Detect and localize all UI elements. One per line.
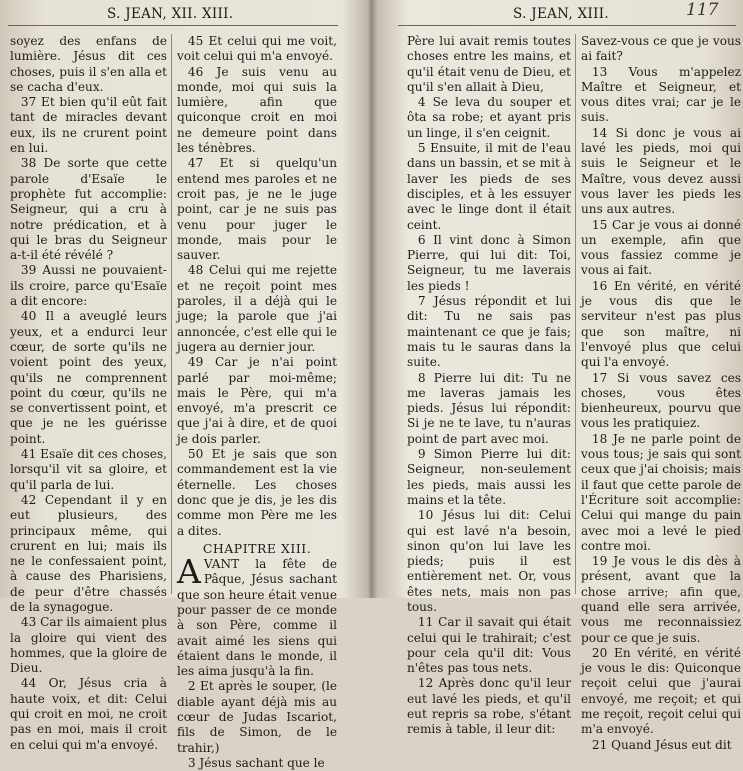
- page-number: 117: [686, 0, 719, 20]
- verse-text: 17 Si vous savez ces choses, vous êtes bienheureux, pourvu que vous les pratiquiez.: [581, 370, 741, 431]
- chapter-heading: CHAPITRE XIII.: [202, 540, 312, 556]
- verse-text: 48 Celui qui me rejette et ne reçoit point mes paroles, il a déjà qui le juge; la parole que j'ai annoncée, c'est elle qui le jugera au dernier jour.: [177, 263, 337, 354]
- verse-text: 14 Si donc je vous ai lavé les pieds, moi qui suis le Seigneur et le Maître, vous devez aussi vous laver les pieds les uns aux autres.: [581, 125, 741, 217]
- verse-text: 50 Et je sais que son commandement est la vie éternelle. Les choses donc que je dis, je les dis comme mon Père me les a dites.: [177, 447, 337, 538]
- column-divider: [171, 34, 172, 594]
- verse-text: 6 Il vint donc à Simon Pierre, qui lui dit: Toi, Seigneur, tu me laverais les pieds !: [407, 232, 571, 293]
- verse-text: 37 Et bien qu'il eût fait tant de miracles devant eux, ils ne crurent point en lui.: [10, 95, 167, 156]
- verse-text: 20 En vérité, en vérité je vous le dis: Quiconque reçoit celui que j'aurai envoyé, me reçoit; et qui me reçoit, reçoit celui qui m'a envoyé.: [581, 645, 741, 737]
- verse-text: 12 Après donc qu'il leur eut lavé les pieds, et qu'il eut repris sa robe, s'étant remis à table, il leur dit:: [407, 676, 571, 737]
- verse-text: 40 Il a aveuglé leurs yeux, et a endurci leur cœur, de sorte qu'ils ne voient point des yeux, qu'ils ne comprennent point du cœur, qu'ils ne se convertissent point, et que je ne les guérisse point.: [10, 309, 167, 446]
- verse-text: Père lui avait remis toutes choses entre les mains, et qu'il était venu de Dieu, et qu'il s'en allait à Dieu,: [407, 34, 571, 94]
- verse-text: 5 Ensuite, il mit de l'eau dans un bassin, et se mit à laver les pieds de ses disciples, et à les essuyer avec le linge dont il était ceint.: [407, 141, 571, 232]
- verse-text: VANT la fête de Pâque, Jésus sachant que son heure était venue pour passer de ce monde à son Père, comme il avait aimé les siens qui étaient dans le monde, il les aima jusqu'à la fin.: [177, 557, 337, 679]
- column-divider: [575, 34, 576, 594]
- verse-text: 10 Jésus lui dit: Celui qui est lavé n'a besoin, sinon qu'on lui lave les pieds; puis il est entièrement net. Or, vous êtes nets, mais non pas tous.: [407, 508, 571, 614]
- drop-cap: A: [177, 552, 201, 592]
- verse-text: 15 Car je vous ai donné un exemple, afin que vous fassiez comme je vous ai fait.: [581, 217, 741, 278]
- verse-text: 11 Car il savait qui était celui qui le trahirait; c'est pour cela qu'il dit: Vous n'êtes pas tous nets.: [407, 615, 571, 676]
- verse-text: 8 Pierre lui dit: Tu ne me laveras jamais les pieds. Jésus lui répondit: Si je ne te lave, tu n'auras point de part avec moi.: [407, 370, 571, 446]
- verse-text: 3 Jésus sachant que le: [187, 755, 325, 770]
- verse-text: 41 Esaïe dit ces choses, lorsqu'il vit sa gloire, et qu'il parla de lui.: [10, 447, 167, 492]
- verse-text: 4 Se leva du souper et ôta sa robe; et ayant pris un linge, il s'en ceignit.: [407, 95, 571, 140]
- verse-text: 43 Car ils aimaient plus la gloire qui vient des hommes, que la gloire de Dieu.: [10, 615, 167, 676]
- verse-text: soyez des enfans de lumière. Jésus dit ces choses, puis il s'en alla et se cacha d'eux.: [10, 34, 167, 94]
- verse-text: 47 Et si quelqu'un entend mes paroles et ne croit pas, je ne le juge point, car je ne suis pas venu pour juger le monde, mais pour le sauver.: [177, 156, 337, 263]
- verse-text: 9 Simon Pierre lui dit: Seigneur, non-seulement les pieds, mais aussi les mains et la tête.: [407, 447, 571, 507]
- verse-text: 13 Vous m'appelez Maître et Seigneur, et vous dites vrai; car je le suis.: [581, 64, 741, 125]
- verse-text: 7 Jésus répondit et lui dit: Tu ne sais pas maintenant ce que je fais; mais tu le sauras dans la suite.: [407, 294, 571, 370]
- verse-text: 19 Je vous le dis dès à présent, avant que la chose arrive; afin que, quand elle sera arrivée, vous me reconnaissiez pour ce que je suis.: [581, 554, 741, 645]
- verse-text: 16 En vérité, en vérité je vous dis que le serviteur n'est pas plus que son maître, ni l'envoyé plus que celui qui l'a envoyé.: [581, 278, 741, 370]
- verse-text: 21 Quand Jésus eut dit: [591, 737, 732, 752]
- running-head-left: S. JEAN, XII. XIII.: [107, 6, 234, 22]
- verse-text: 45 Et celui qui me voit, voit celui qui m'a envoyé.: [177, 34, 337, 64]
- running-head-right: S. JEAN, XIII.: [513, 6, 609, 22]
- verse-text: 42 Cependant il y en eut plusieurs, des principaux même, qui crurent en lui; mais ils ne le confessaient point, à cause des Pharisiens, de peur d'être chassés de la synagogue.: [10, 492, 167, 614]
- right-column-b: [581, 34, 741, 753]
- right-page: [368, 0, 743, 752]
- left-column-b: [177, 34, 337, 771]
- verse-text: 44 Or, Jésus cria à haute voix, et dit: Celui qui croit en moi, ne croit pas en moi, mais il croit en celui qui m'a envoyé.: [10, 676, 167, 752]
- right-column-a: [407, 34, 571, 738]
- verse-text: 38 De sorte que cette parole d'Esaïe le prophète fut accomplie: Seigneur, qui a cru à notre prédication, et à qui le bras du Seigneur a-t-il été révélé ?: [10, 156, 167, 263]
- header-rule: [398, 25, 736, 26]
- left-column-a: [10, 34, 167, 753]
- verse-text: Savez-vous ce que je vous ai fait?: [581, 34, 741, 64]
- verse-text: 49 Car je n'ai point parlé par moi-même; mais le Père, qui m'a envoyé, m'a prescrit ce que j'ai à dire, et de quoi je dois parler.: [177, 355, 337, 446]
- header-rule: [8, 25, 338, 26]
- chapter-first-verse: [177, 552, 337, 679]
- verse-text: 18 Je ne parle point de vous tous; je sais qui sont ceux que j'ai choisis; mais il faut que cette parole de l'Écriture soit accomplie: Celui qui mange du pain avec moi a levé le pied contre moi.: [581, 431, 741, 553]
- verse-text: 46 Je suis venu au monde, moi qui suis la lumière, afin que quiconque croit en moi ne demeure point dans les ténèbres.: [177, 64, 337, 156]
- verse-text: 39 Aussi ne pouvaient-ils croire, parce qu'Esaïe a dit encore:: [10, 263, 167, 309]
- left-page: [0, 0, 360, 770]
- verse-text: 2 Et après le souper, (le diable ayant déjà mis au cœur de Judas Iscariot, fils de Simon, de le trahir,): [177, 679, 337, 755]
